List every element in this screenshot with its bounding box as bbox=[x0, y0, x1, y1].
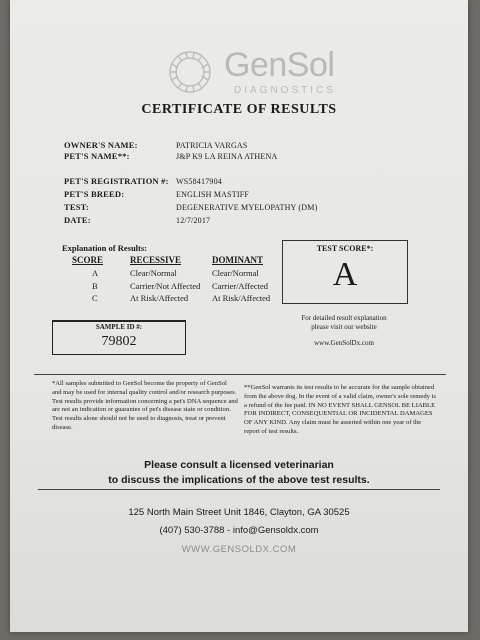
sample-id-value: 79802 bbox=[101, 334, 137, 349]
pet-name-value: J&P K9 LA REINA ATHENA bbox=[176, 152, 278, 161]
date-value: 12/7/2017 bbox=[176, 216, 211, 225]
row-b-score: B bbox=[92, 281, 98, 291]
breed-label: PET'S BREED: bbox=[64, 189, 125, 199]
footer-address: 125 North Main Street Unit 1846, Clayton, GA 30525 bbox=[128, 507, 350, 518]
row-c-dominant: At Risk/Affected bbox=[212, 293, 271, 303]
gensol-logo bbox=[160, 44, 350, 102]
registration-label: PET'S REGISTRATION #: bbox=[64, 176, 169, 186]
row-a-recessive: Clear/Normal bbox=[130, 268, 177, 278]
owner-name-value: PATRICIA VARGAS bbox=[176, 141, 248, 150]
footer-contact: (407) 530-3788 - info@Gensoldx.com bbox=[159, 525, 319, 536]
registration-value: WS58417904 bbox=[176, 177, 222, 186]
date-label: DATE: bbox=[64, 215, 91, 225]
test-score-value: A bbox=[332, 256, 358, 293]
certificate-title: CERTIFICATE OF RESULTS bbox=[141, 102, 337, 117]
row-a-dominant: Clear/Normal bbox=[212, 268, 259, 278]
divider-bottom bbox=[38, 489, 440, 490]
breed-value: ENGLISH MASTIFF bbox=[176, 190, 250, 199]
test-value: DEGENERATIVE MYELOPATHY (DM) bbox=[176, 203, 318, 212]
detail-line-1: For detailed result explanation bbox=[301, 314, 387, 322]
consult-line-1: Please consult a licensed veterinarian bbox=[144, 459, 334, 471]
dominant-column-header: DOMINANT bbox=[212, 255, 263, 265]
explanation-title: Explanation of Results: bbox=[62, 243, 148, 253]
pet-name-label: PET'S NAME**: bbox=[64, 151, 130, 161]
consult-line-2: to discuss the implications of the above test results. bbox=[108, 474, 370, 486]
certificate-page bbox=[10, 0, 468, 632]
owner-name-label: OWNER'S NAME: bbox=[64, 140, 138, 150]
row-b-dominant: Carrier/Affected bbox=[212, 281, 269, 291]
row-c-score: C bbox=[92, 293, 98, 303]
footer-website: WWW.GENSOLDX.COM bbox=[181, 544, 297, 555]
sample-id-label: SAMPLE ID #: bbox=[95, 323, 143, 331]
disclaimer-left: *All samples submitted to GenSol become the property of GenSol and may be used for internal quality control and/or research purposes. Test results provide information concerning a pet's DNA sequence and are not an indication or guarantee of pet's disease state or condition. Test results alone should not be used to diagnosis, treat or prevent disease. bbox=[52, 380, 238, 431]
dna-wreath-icon bbox=[160, 44, 220, 100]
disclaimer-right: **GenSol warrants its test results to be accurate for the sample obtained from the above dog. In the event of a valid claim, owner's sole remedy is a refund of the fee paid. IN NO EVENT SHALL GENSOL BE LIABLE FOR INDIRECT, CONSEQUENTIAL OR INCIDENTAL DAMAGES OF ANY KIND. Any claim must be asserted within one year of the report of test results. bbox=[244, 384, 436, 435]
divider-top bbox=[34, 374, 446, 375]
sample-id-box bbox=[52, 320, 186, 355]
detail-website: www.GenSolDx.com bbox=[314, 339, 374, 347]
recessive-column-header: RECESSIVE bbox=[130, 255, 182, 265]
row-a-score: A bbox=[92, 268, 99, 278]
detail-line-2: please visit our website bbox=[311, 323, 377, 331]
test-score-box bbox=[282, 240, 408, 304]
score-column-header: SCORE bbox=[72, 255, 104, 265]
test-label: TEST: bbox=[64, 202, 89, 212]
test-score-label: TEST SCORE*: bbox=[316, 244, 374, 253]
row-b-recessive: Carrier/Not Affected bbox=[130, 281, 201, 291]
logo-wordmark: GenSol bbox=[224, 46, 335, 84]
row-c-recessive: At Risk/Affected bbox=[130, 293, 189, 303]
logo-subtitle: DIAGNOSTICS bbox=[234, 85, 336, 96]
